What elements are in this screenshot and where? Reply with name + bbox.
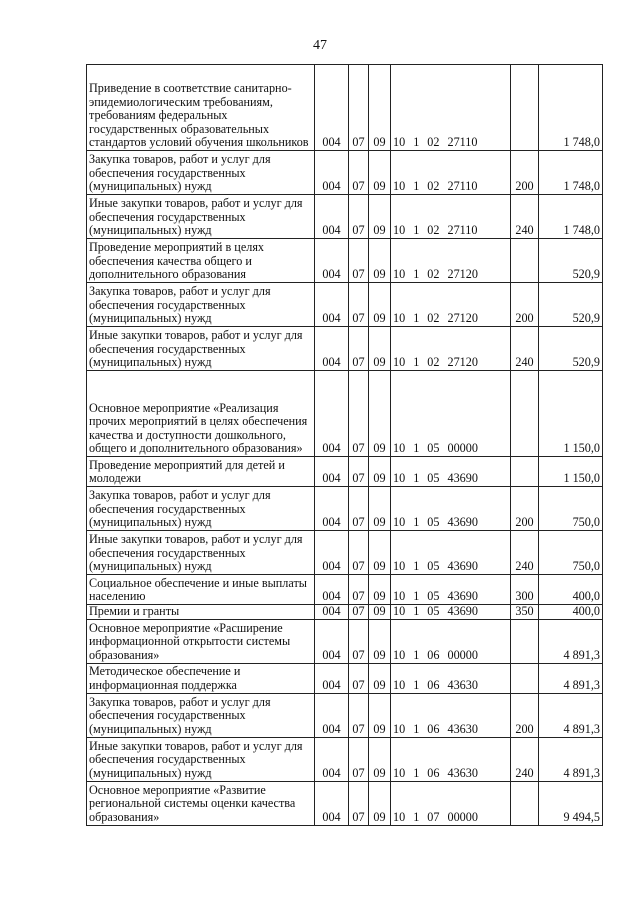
table-row (87, 195, 603, 239)
cs-program: 10 (393, 559, 406, 574)
target-article-code (391, 605, 511, 620)
cs-program: 10 (393, 223, 406, 238)
cs-subprogram: 1 (413, 648, 420, 662)
section-code: 07 (349, 619, 369, 663)
cs-direction: 27120 (447, 267, 478, 282)
row-name: Иные закупки товаров, работ и услуг для обеспечения государственных (муниципальных) нужд (87, 737, 315, 781)
cs-program: 10 (393, 810, 406, 824)
expense-type-code: 200 (511, 693, 539, 737)
table-row (87, 781, 603, 825)
row-name: Иные закупки товаров, работ и услуг для обеспечения государственных (муниципальных) нужд (87, 195, 315, 239)
row-name: Закупка товаров, работ и услуг для обеспечения государственных (муниципальных) нужд (87, 693, 315, 737)
subsection-code: 09 (369, 693, 391, 737)
expense-type-code (511, 371, 539, 457)
cs-program: 10 (393, 311, 406, 326)
subsection-code: 09 (369, 531, 391, 575)
expense-type-code (511, 457, 539, 487)
cs-subprogram: 1 (413, 515, 420, 530)
cs-direction: 43690 (447, 515, 478, 530)
expense-type-code (511, 663, 539, 693)
target-article-code (391, 65, 511, 151)
page-number: 47 (313, 38, 327, 53)
cs-event: 06 (427, 678, 440, 692)
section-code: 07 (349, 371, 369, 457)
section-code: 07 (349, 531, 369, 575)
table-row (87, 605, 603, 620)
expense-type-code (511, 619, 539, 663)
cs-direction: 43690 (447, 589, 478, 604)
row-name: Иные закупки товаров, работ и услуг для обеспечения государственных (муниципальных) нужд (87, 327, 315, 371)
cs-event: 02 (427, 311, 440, 326)
cs-event: 05 (427, 559, 440, 574)
expense-type-code: 200 (511, 151, 539, 195)
expense-type-code: 240 (511, 531, 539, 575)
amount: 1 748,0 (539, 195, 603, 239)
amount: 1 150,0 (539, 371, 603, 457)
subsection-code: 09 (369, 619, 391, 663)
cs-subprogram: 1 (413, 355, 420, 370)
section-code: 07 (349, 737, 369, 781)
row-name: Основное мероприятие «Расширение информационной открытости системы образования» (87, 619, 315, 663)
cs-program: 10 (393, 355, 406, 370)
section-code: 07 (349, 781, 369, 825)
target-article-code (391, 457, 511, 487)
section-code: 07 (349, 663, 369, 693)
cs-event: 05 (427, 515, 440, 530)
subsection-code: 09 (369, 575, 391, 605)
cs-subprogram: 1 (413, 604, 420, 618)
cs-subprogram: 1 (413, 722, 420, 736)
target-article-code (391, 663, 511, 693)
expense-type-code: 240 (511, 327, 539, 371)
cs-direction: 43630 (447, 722, 478, 736)
target-article-code (391, 619, 511, 663)
subsection-code: 09 (369, 195, 391, 239)
cs-direction: 43690 (447, 604, 478, 618)
cs-direction: 00000 (447, 648, 478, 662)
row-name: Приведение в соответствие санитарно-эпидемиологическим требованиям, требованиям федеральных государственных образовательных стандартов условий обучения школьников (87, 65, 315, 151)
target-article-code (391, 531, 511, 575)
target-article-code (391, 195, 511, 239)
cs-event: 06 (427, 766, 440, 780)
cs-program: 10 (393, 722, 406, 736)
row-name: Закупка товаров, работ и услуг для обеспечения государственных (муниципальных) нужд (87, 283, 315, 327)
amount: 400,0 (539, 575, 603, 605)
row-name: Основное мероприятие «Реализация прочих мероприятий в целях обеспечения качества и доступности дошкольного, общего и дополнительного образования» (87, 371, 315, 457)
cs-event: 07 (427, 810, 440, 824)
table-row (87, 693, 603, 737)
table-row (87, 619, 603, 663)
table-row (87, 575, 603, 605)
expense-type-code: 240 (511, 737, 539, 781)
cs-direction: 27120 (447, 355, 478, 370)
target-article-code (391, 737, 511, 781)
cs-program: 10 (393, 648, 406, 662)
section-code: 07 (349, 693, 369, 737)
subsection-code: 09 (369, 371, 391, 457)
cs-event: 05 (427, 589, 440, 604)
table-row (87, 487, 603, 531)
amount: 4 891,3 (539, 619, 603, 663)
cs-event: 06 (427, 722, 440, 736)
cs-subprogram: 1 (413, 678, 420, 692)
cs-event: 02 (427, 223, 440, 238)
budget-table (86, 64, 603, 826)
expense-type-code (511, 65, 539, 151)
table-row (87, 151, 603, 195)
section-code: 07 (349, 195, 369, 239)
expense-type-code: 240 (511, 195, 539, 239)
amount: 520,9 (539, 239, 603, 283)
expense-type-code: 350 (511, 605, 539, 620)
row-name: Проведение мероприятий в целях обеспечения качества общего и дополнительного образования (87, 239, 315, 283)
row-name: Основное мероприятие «Развитие региональной системы оценки качества образования» (87, 781, 315, 825)
cs-program: 10 (393, 471, 406, 486)
table-row (87, 663, 603, 693)
target-article-code (391, 781, 511, 825)
ministry-code: 004 (315, 575, 349, 605)
amount: 1 150,0 (539, 457, 603, 487)
cs-program: 10 (393, 179, 406, 194)
section-code: 07 (349, 151, 369, 195)
cs-direction: 43690 (447, 471, 478, 486)
cs-program: 10 (393, 135, 406, 150)
cs-event: 02 (427, 179, 440, 194)
table-row (87, 531, 603, 575)
cs-subprogram: 1 (413, 223, 420, 238)
ministry-code: 004 (315, 693, 349, 737)
ministry-code: 004 (315, 151, 349, 195)
ministry-code: 004 (315, 239, 349, 283)
cs-direction: 27110 (447, 135, 478, 150)
cs-program: 10 (393, 604, 406, 618)
cs-subprogram: 1 (413, 471, 420, 486)
ministry-code: 004 (315, 65, 349, 151)
cs-event: 02 (427, 355, 440, 370)
expense-type-code: 200 (511, 487, 539, 531)
row-name: Закупка товаров, работ и услуг для обеспечения государственных (муниципальных) нужд (87, 151, 315, 195)
row-name: Премии и гранты (87, 605, 315, 620)
subsection-code: 09 (369, 151, 391, 195)
amount: 9 494,5 (539, 781, 603, 825)
section-code: 07 (349, 487, 369, 531)
cs-subprogram: 1 (413, 559, 420, 574)
amount: 750,0 (539, 487, 603, 531)
section-code: 07 (349, 457, 369, 487)
subsection-code: 09 (369, 65, 391, 151)
amount: 520,9 (539, 327, 603, 371)
table-row (87, 457, 603, 487)
cs-subprogram: 1 (413, 441, 420, 456)
subsection-code: 09 (369, 283, 391, 327)
ministry-code: 004 (315, 195, 349, 239)
amount: 1 748,0 (539, 65, 603, 151)
target-article-code (391, 239, 511, 283)
cs-direction: 00000 (447, 810, 478, 824)
row-name: Методическое обеспечение и информационная поддержка (87, 663, 315, 693)
section-code: 07 (349, 283, 369, 327)
cs-event: 02 (427, 135, 440, 150)
subsection-code: 09 (369, 239, 391, 283)
table-row (87, 239, 603, 283)
cs-program: 10 (393, 589, 406, 604)
ministry-code: 004 (315, 457, 349, 487)
section-code: 07 (349, 65, 369, 151)
target-article-code (391, 151, 511, 195)
target-article-code (391, 693, 511, 737)
subsection-code: 09 (369, 487, 391, 531)
subsection-code: 09 (369, 781, 391, 825)
amount: 4 891,3 (539, 737, 603, 781)
ministry-code: 004 (315, 487, 349, 531)
cs-direction: 00000 (447, 441, 478, 456)
cs-subprogram: 1 (413, 179, 420, 194)
cs-subprogram: 1 (413, 267, 420, 282)
cs-subprogram: 1 (413, 311, 420, 326)
cs-direction: 43630 (447, 678, 478, 692)
target-article-code (391, 575, 511, 605)
cs-program: 10 (393, 678, 406, 692)
cs-program: 10 (393, 267, 406, 282)
cs-subprogram: 1 (413, 810, 420, 824)
amount: 1 748,0 (539, 151, 603, 195)
ministry-code: 004 (315, 781, 349, 825)
table-row (87, 737, 603, 781)
ministry-code: 004 (315, 327, 349, 371)
subsection-code: 09 (369, 737, 391, 781)
section-code: 07 (349, 575, 369, 605)
row-name: Проведение мероприятий для детей и молодежи (87, 457, 315, 487)
cs-subprogram: 1 (413, 589, 420, 604)
cs-event: 06 (427, 648, 440, 662)
cs-event: 05 (427, 471, 440, 486)
table-row (87, 327, 603, 371)
table-row (87, 65, 603, 151)
subsection-code: 09 (369, 327, 391, 371)
cs-direction: 27120 (447, 311, 478, 326)
section-code: 07 (349, 239, 369, 283)
amount: 4 891,3 (539, 663, 603, 693)
table-row (87, 371, 603, 457)
ministry-code: 004 (315, 371, 349, 457)
cs-direction: 43690 (447, 559, 478, 574)
cs-subprogram: 1 (413, 766, 420, 780)
section-code: 07 (349, 605, 369, 620)
subsection-code: 09 (369, 457, 391, 487)
cs-program: 10 (393, 766, 406, 780)
row-name: Закупка товаров, работ и услуг для обеспечения государственных (муниципальных) нужд (87, 487, 315, 531)
ministry-code: 004 (315, 737, 349, 781)
cs-direction: 43630 (447, 766, 478, 780)
expense-type-code (511, 781, 539, 825)
row-name: Иные закупки товаров, работ и услуг для обеспечения государственных (муниципальных) нужд (87, 531, 315, 575)
table-row (87, 283, 603, 327)
amount: 4 891,3 (539, 693, 603, 737)
ministry-code: 004 (315, 283, 349, 327)
ministry-code: 004 (315, 531, 349, 575)
section-code: 07 (349, 327, 369, 371)
amount: 520,9 (539, 283, 603, 327)
table-body (87, 65, 603, 826)
cs-program: 10 (393, 441, 406, 456)
cs-program: 10 (393, 515, 406, 530)
target-article-code (391, 487, 511, 531)
ministry-code: 004 (315, 663, 349, 693)
cs-direction: 27110 (447, 179, 478, 194)
row-name: Социальное обеспечение и иные выплаты населению (87, 575, 315, 605)
subsection-code: 09 (369, 663, 391, 693)
cs-direction: 27110 (447, 223, 478, 238)
ministry-code: 004 (315, 619, 349, 663)
expense-type-code (511, 239, 539, 283)
cs-event: 05 (427, 604, 440, 618)
expense-type-code: 300 (511, 575, 539, 605)
ministry-code: 004 (315, 605, 349, 620)
amount: 750,0 (539, 531, 603, 575)
subsection-code: 09 (369, 605, 391, 620)
target-article-code (391, 371, 511, 457)
expense-type-code: 200 (511, 283, 539, 327)
cs-event: 02 (427, 267, 440, 282)
target-article-code (391, 283, 511, 327)
cs-subprogram: 1 (413, 135, 420, 150)
target-article-code (391, 327, 511, 371)
cs-event: 05 (427, 441, 440, 456)
amount: 400,0 (539, 605, 603, 620)
